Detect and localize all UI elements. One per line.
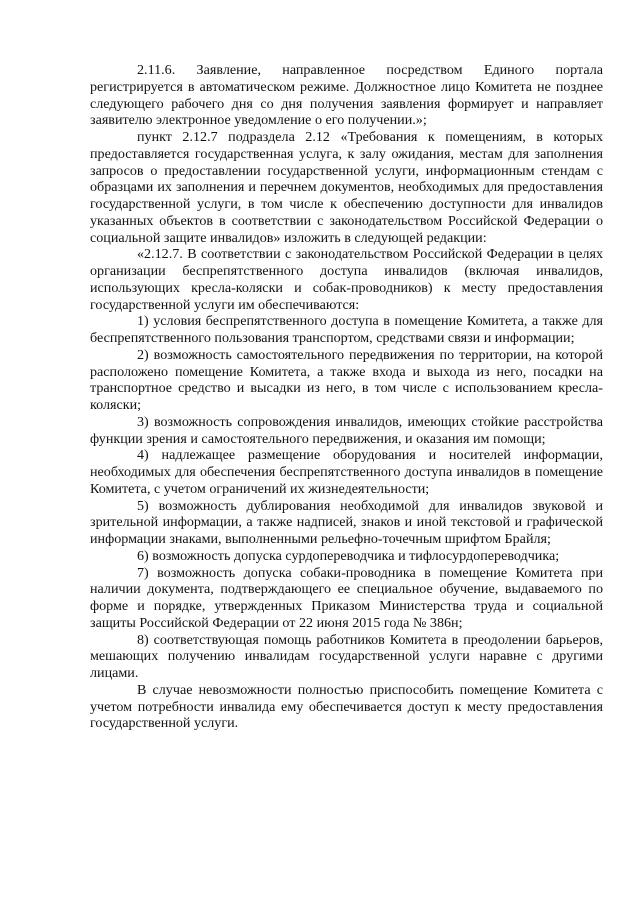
list-item-4: 4) надлежащее размещение оборудования и носителей информации, необходимых для обеспечения беспрепятственного доступа инвалидов в помещение Комитета, с учетом ограничений их жизнедеятельности; <box>90 447 603 497</box>
document-body <box>90 62 603 732</box>
closing-paragraph: В случае невозможности полностью приспособить помещение Комитета с учетом потребности инвалида ему обеспечивается доступ к месту предоставления государственной услуги. <box>90 681 603 732</box>
list-item-1: 1) условия беспрепятственного доступа в помещение Комитета, а также для беспрепятственного пользования транспортом, средствами связи и информации; <box>90 313 603 346</box>
paragraph-2-11-6: 2.11.6. Заявление, направленное посредством Единого портала регистрируется в автоматическом режиме. Должностное лицо Комитета не позднее следующего рабочего дня со дня получения заявления формирует и направляет заявителю электронное уведомление о его получении.»; <box>90 62 603 129</box>
list-item-2: 2) возможность самостоятельного передвижения по территории, на которой расположено помещение Комитета, а также входа и выхода из него, посадки на транспортное средство и высадки из него, в том числе с использованием кресла-коляски; <box>90 346 603 413</box>
paragraph-amendment-2-12-7: пункт 2.12.7 подраздела 2.12 «Требования к помещениям, в которых предоставляется государственная услуга, к залу ожидания, местам для заполнения запросов о предоставлении государственной услуги, информационным стендам с образцами их заполнения и перечнем документов, необходимых для предоставления государственной услуги, в том числе к обеспечению доступности для инвалидов указанных объектов в соответствии с законодательством Российской Федерации о социальной защите инвалидов» изложить в следующей редакции: <box>90 129 603 246</box>
list-item-8: 8) соответствующая помощь работников Комитета в преодолении барьеров, мешающих получению инвалидам государственной услуги наравне с другими лицами. <box>90 631 603 681</box>
list-item-7: 7) возможность допуска собаки-проводника в помещение Комитета при наличии документа, подтверждающего ее специальное обучение, выдаваемого по форме и порядке, утвержденных Приказом Министерства труда и социальной защиты Российской Федерации от 22 июня 2015 года № 386н; <box>90 564 603 631</box>
list-item-6: 6) возможность допуска сурдопереводчика и тифлосурдопереводчика; <box>137 547 560 564</box>
list-item-3: 3) возможность сопровождения инвалидов, имеющих стойкие расстройства функции зрения и самостоятельного передвижения, и оказания им помощи; <box>90 413 603 447</box>
list-item-5: 5) возможность дублирования необходимой для инвалидов звуковой и зрительной информации, а также надписей, знаков и иной текстовой и графической информации знаками, выполненными рельефно-точечным шрифтом Брайля; <box>90 497 603 547</box>
paragraph-2-12-7: «2.12.7. В соответствии с законодательством Российской Федерации в целях организации беспрепятственного доступа инвалидов (включая инвалидов, использующих кресла-коляски и собак-проводников) к месту предоставления государственной услуги им обеспечиваются: <box>90 246 603 313</box>
